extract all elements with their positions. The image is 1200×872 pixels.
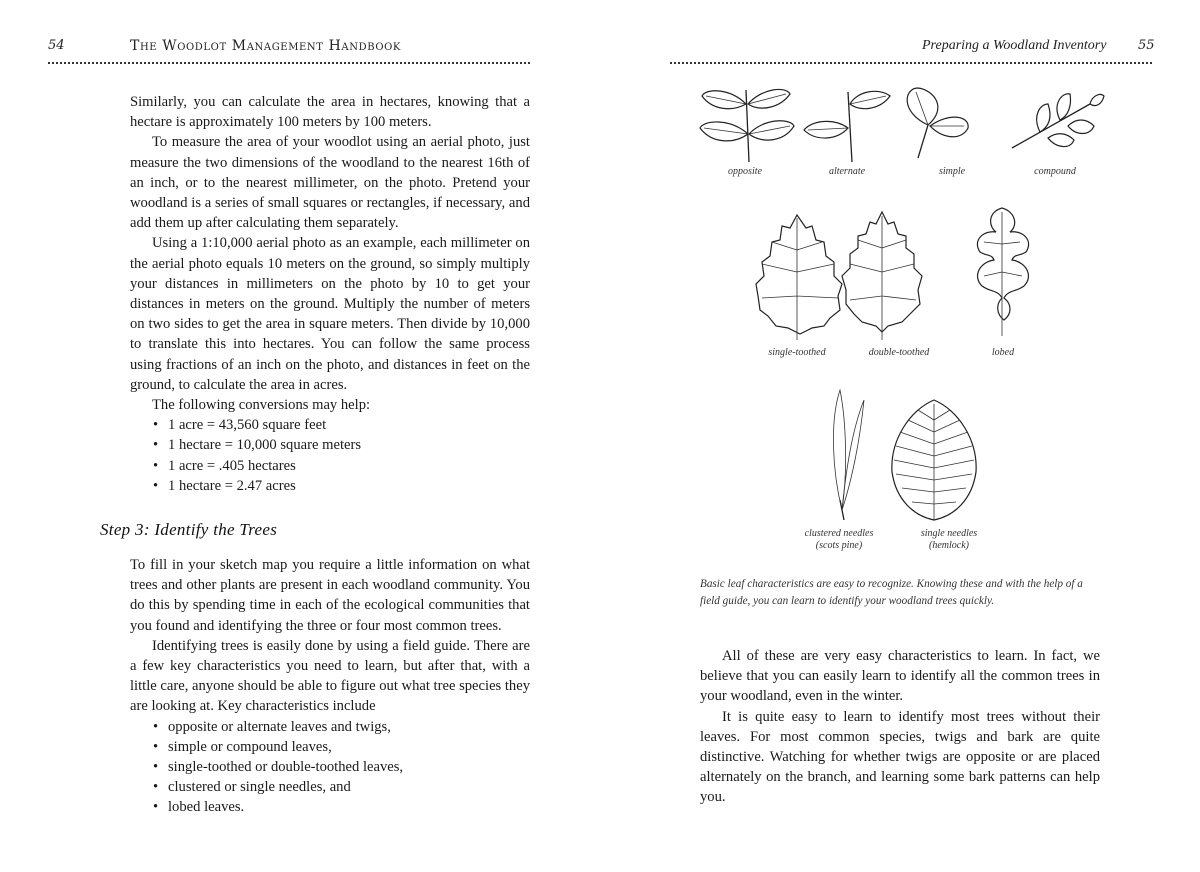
label-single-toothed: single-toothed [768, 347, 826, 358]
right-body-text [700, 646, 1100, 808]
running-head-right: Preparing a Woodland Inventory [922, 38, 1107, 53]
paragraph: To measure the area of your woodlot using an aerial photo, just measure the two dimensions of the woodland to the nearest 16th of an inch, or to the nearest millimeter, on the photo. Pretend your woodland is a series of small squares or rectangles, if necessary, and add them up after calculating them separately. [130, 134, 530, 232]
list-item: • lobed leaves. [168, 797, 530, 817]
page-number-right: 55 [1138, 38, 1155, 53]
list-item: • simple or compound leaves, [168, 737, 530, 757]
characteristics-list [130, 717, 530, 818]
section-heading: Step 3: Identify the Trees [100, 520, 278, 539]
header-rule-left [48, 62, 530, 64]
label-line: clustered needles [804, 528, 874, 539]
label-alternate: alternate [828, 166, 866, 177]
label-line: (hemlock) [929, 540, 969, 551]
header-rule-right [670, 62, 1152, 64]
figure-caption: Basic leaf characteristics are easy to recognize. Knowing these and with the help of a field guide, you can learn to identify your woodland trees quickly. [700, 578, 1083, 607]
running-head-left: The Woodlot Management Handbook [130, 38, 401, 54]
label-clustered-needles [779, 528, 899, 552]
paragraph: It is quite easy to learn to identify most trees without their leaves. For most common species, twigs and bark are quite distinctive. Watching for whether twigs are opposite or are placed alternately on the branch, and learning some bark patterns can help you. [700, 708, 1100, 806]
paragraph: Similarly, you can calculate the area in hectares, knowing that a hectare is approximately 100 meters by 100 meters. [130, 94, 530, 131]
label-line: (scots pine) [815, 540, 863, 551]
list-item: • 1 acre = 43,560 square feet [168, 415, 530, 435]
label-lobed: lobed [991, 347, 1015, 358]
list-item: • clustered or single needles, and [168, 777, 530, 797]
label-opposite: opposite [728, 166, 762, 177]
paragraph: All of these are very easy characteristics to learn. In fact, we believe that you can easily learn to identify all the common trees in your woodland, even in the winter. [700, 648, 1100, 705]
list-item: • single-toothed or double-toothed leaves, [168, 757, 530, 777]
intro-text [130, 92, 530, 496]
list-item: • 1 hectare = 10,000 square meters [168, 435, 530, 455]
label-line: single needles [920, 528, 978, 539]
step-text [130, 555, 530, 818]
list-item: • 1 acre = .405 hectares [168, 456, 530, 476]
label-single-needles [889, 528, 1009, 552]
list-item: • 1 hectare = 2.47 acres [168, 476, 530, 496]
label-double-toothed: double-toothed [868, 347, 930, 358]
paragraph: Using a 1:10,000 aerial photo as an example, each millimeter on the aerial photo equals 10 meters on the ground, so simply multiply your distances in millimeters on the photo by 10 to get your distances in meters on the ground. Multiply the number of meters on two sides to get the area in square meters. Then divide by 10,000 to translate this into hectares. You can follow the same process using fractions of an inch on the photo, and distances in feet on the ground, to calculate the area in acres. [130, 235, 530, 393]
page-number-left: 54 [48, 38, 65, 53]
paragraph: The following conversions may help: [152, 397, 371, 414]
label-compound: compound [1034, 166, 1076, 177]
paragraph: Identifying trees is easily done by using a field guide. There are a few key characteristics you need to learn, but after that, with a little care, anyone should be able to figure out what tree species they are looking at. Key characteristics include [130, 637, 530, 715]
paragraph: To fill in your sketch map you require a little information on what trees and other plants are present in each woodland community. You do this by spending time in each of the ecological communities that you found and identifying the three or four most common trees. [130, 557, 530, 634]
list-item: • opposite or alternate leaves and twigs, [168, 717, 530, 737]
label-simple: simple [938, 166, 966, 177]
conversion-list [130, 415, 530, 496]
